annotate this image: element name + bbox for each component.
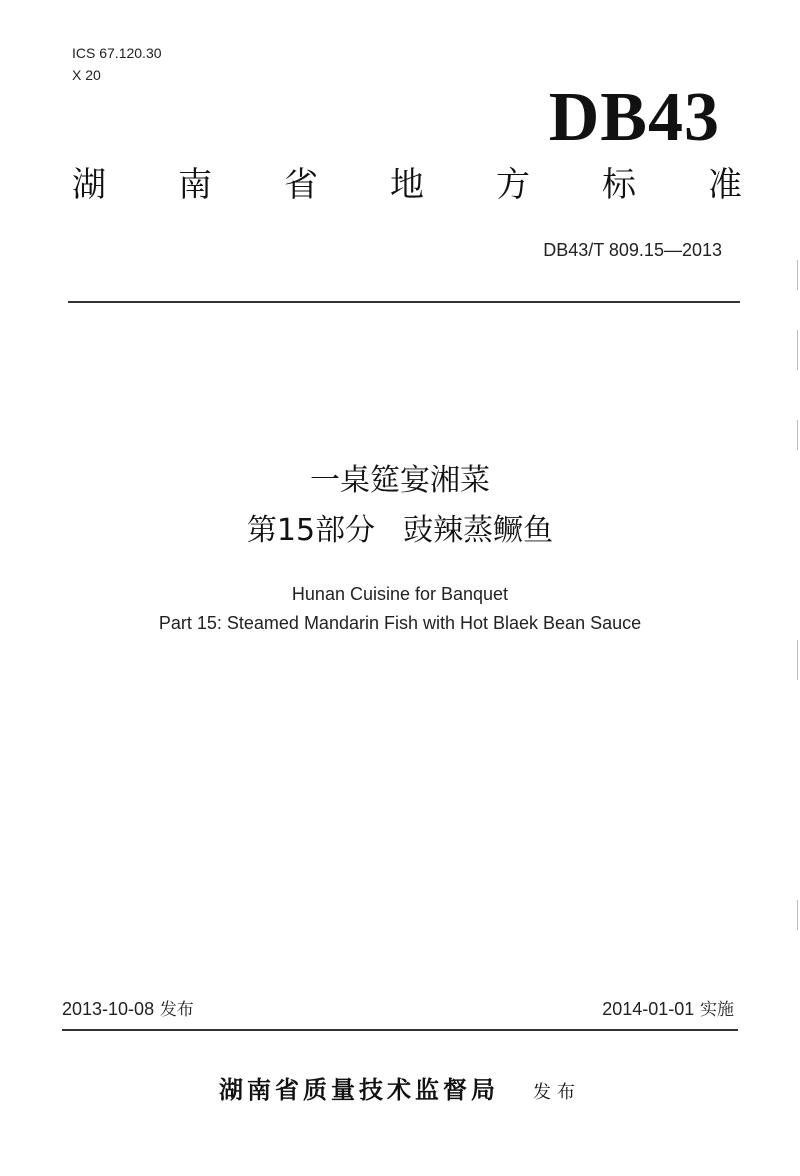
publish-date-block bbox=[62, 996, 194, 1023]
ccs-code: X 20 bbox=[72, 67, 101, 83]
header-divider bbox=[68, 301, 740, 303]
standard-type-char: 省 bbox=[284, 165, 318, 205]
footer-divider bbox=[62, 1029, 738, 1031]
issuer-suffix: 发布 bbox=[533, 1082, 581, 1103]
publish-label: 发布 bbox=[159, 1000, 194, 1020]
scan-edge-mark bbox=[797, 260, 798, 290]
ics-code: ICS 67.120.30 bbox=[72, 45, 162, 61]
standard-type-char: 南 bbox=[178, 165, 212, 205]
implement-label: 实施 bbox=[700, 1000, 734, 1020]
scan-edge-mark bbox=[797, 900, 798, 930]
standard-type-char: 方 bbox=[496, 165, 530, 205]
standard-type-char: 准 bbox=[708, 165, 742, 205]
standard-type-char: 湖 bbox=[72, 165, 106, 205]
title-chinese-line1: 一桌筵宴湘菜 bbox=[310, 463, 490, 498]
issuer-name: 湖南省质量技术监督局 bbox=[219, 1076, 499, 1104]
classification-codes bbox=[72, 42, 162, 86]
title-dish-name: 豉辣蒸鳜鱼 bbox=[403, 513, 554, 548]
scan-edge-mark bbox=[797, 640, 798, 680]
date-row bbox=[62, 996, 734, 1023]
title-part-number: 第15部分 bbox=[246, 513, 376, 548]
scan-edge-mark bbox=[797, 330, 798, 370]
publish-date: 2013-10-08 bbox=[62, 999, 155, 1019]
standard-number: DB43/T 809.15—2013 bbox=[543, 240, 722, 260]
standard-type-heading bbox=[72, 162, 742, 208]
title-english-line1: Hunan Cuisine for Banquet bbox=[291, 584, 509, 604]
standard-type-char: 标 bbox=[602, 165, 636, 205]
scan-edge-mark bbox=[797, 420, 798, 450]
title-chinese-line2 bbox=[0, 510, 800, 552]
title-english-line2: Part 15: Steamed Mandarin Fish with Hot Blaek Bean Sauce bbox=[158, 613, 642, 633]
standard-code-logo: DB43 bbox=[548, 79, 720, 156]
standard-type-char: 地 bbox=[390, 165, 424, 205]
issuer bbox=[0, 1072, 800, 1111]
implement-date-block bbox=[602, 996, 734, 1023]
implement-date: 2014-01-01 bbox=[602, 999, 695, 1019]
